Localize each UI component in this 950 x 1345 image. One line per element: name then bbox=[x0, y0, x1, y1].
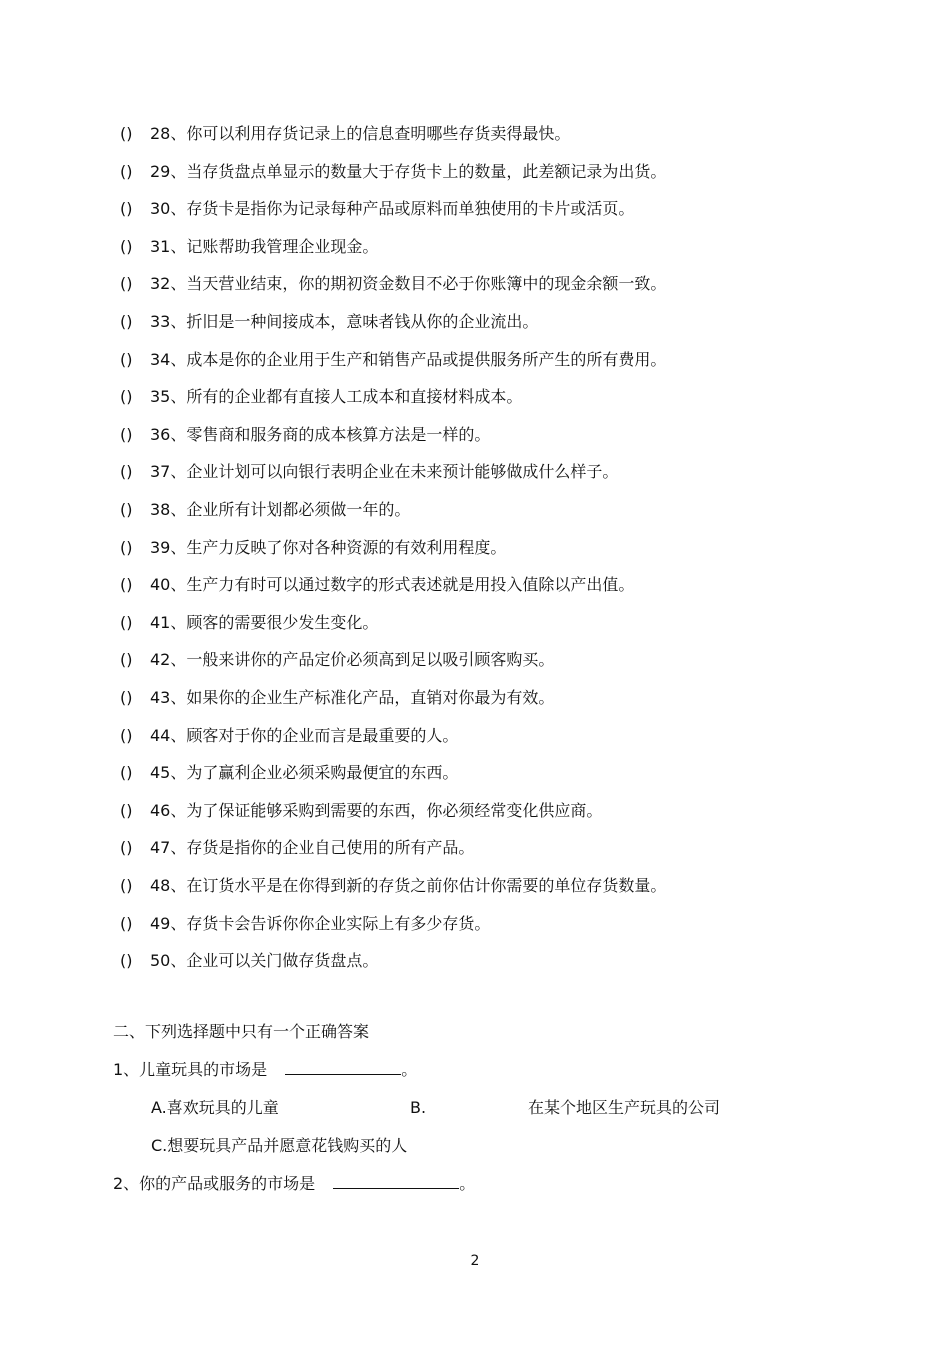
list-item bbox=[120, 650, 554, 670]
list-item bbox=[120, 838, 474, 858]
statement-text: 43、如果你的企业生产标准化产品，直销对你最为有效。 bbox=[150, 688, 555, 707]
statement-text: 42、一般来讲你的产品定价必须高到足以吸引顾客购买。 bbox=[150, 650, 555, 670]
question-2-stem: 2、你的产品或服务的市场是 bbox=[113, 1174, 316, 1193]
answer-paren: () bbox=[120, 124, 133, 143]
answer-paren: () bbox=[120, 349, 133, 369]
answer-paren: () bbox=[120, 800, 133, 820]
list-item bbox=[120, 914, 490, 934]
statement-text: 45、为了赢利企业必须采购最便宜的东西。 bbox=[150, 763, 459, 783]
statement-text: 44、顾客对于你的企业而言是最重要的人。 bbox=[150, 725, 459, 745]
answer-paren: () bbox=[120, 612, 133, 632]
answer-paren: () bbox=[120, 725, 133, 745]
list-item bbox=[120, 425, 490, 445]
answer-paren: () bbox=[120, 876, 133, 895]
list-item bbox=[120, 199, 634, 219]
statement-text: 47、存货是指你的企业自己使用的所有产品。 bbox=[150, 838, 475, 858]
question-1 bbox=[113, 1060, 417, 1080]
answer-paren: () bbox=[120, 500, 133, 519]
answer-paren: () bbox=[120, 575, 133, 595]
answer-paren: () bbox=[120, 537, 133, 557]
statement-text: 34、成本是你的企业用于生产和销售产品或提供服务所产生的所有费用。 bbox=[150, 349, 667, 369]
list-item bbox=[120, 387, 522, 407]
answer-paren: () bbox=[120, 838, 133, 858]
question-2-end: 。 bbox=[459, 1174, 476, 1193]
list-item bbox=[120, 763, 458, 783]
answer-paren: () bbox=[120, 951, 133, 971]
answer-blank-1 bbox=[285, 1060, 401, 1075]
answer-paren: () bbox=[120, 387, 133, 407]
statement-text: 33、折旧是一种间接成本，意味者钱从你的企业流出。 bbox=[150, 312, 539, 331]
list-item bbox=[120, 726, 458, 746]
list-item bbox=[120, 801, 602, 821]
list-item bbox=[120, 274, 666, 294]
answer-paren: () bbox=[120, 161, 133, 181]
list-item bbox=[120, 500, 410, 520]
answer-paren: () bbox=[120, 688, 133, 707]
list-item bbox=[120, 538, 506, 558]
answer-paren: () bbox=[120, 763, 133, 783]
answer-blank-2 bbox=[333, 1174, 459, 1189]
answer-paren: () bbox=[120, 424, 133, 444]
statement-text: 32、当天营业结束，你的期初资金数目不必于你账簿中的现金余额一致。 bbox=[150, 274, 667, 294]
statement-text: 35、所有的企业都有直接人工成本和直接材料成本。 bbox=[150, 387, 523, 407]
statement-text: 39、生产力反映了你对各种资源的有效利用程度。 bbox=[150, 537, 507, 557]
statement-text: 48、在订货水平是在你得到新的存货之前你估计你需要的单位存货数量。 bbox=[150, 876, 667, 895]
section-heading: 二、下列选择题中只有一个正确答案 bbox=[113, 1022, 370, 1041]
statement-text: 46、为了保证能够采购到需要的东西，你必须经常变化供应商。 bbox=[150, 800, 603, 820]
answer-paren: () bbox=[120, 462, 133, 482]
statement-text: 50、企业可以关门做存货盘点。 bbox=[150, 951, 379, 971]
statement-text: 36、零售商和服务商的成本核算方法是一样的。 bbox=[150, 424, 491, 444]
list-item bbox=[120, 462, 618, 482]
option-b-label: B. bbox=[410, 1098, 427, 1117]
statement-text: 40、生产力有时可以通过数字的形式表述就是用投入值除以产出值。 bbox=[150, 575, 635, 595]
statement-text: 31、记账帮助我管理企业现金。 bbox=[150, 236, 379, 256]
page-number: 2 bbox=[470, 1253, 480, 1269]
statement-text: 38、企业所有计划都必须做一年的。 bbox=[150, 500, 411, 519]
answer-paren: () bbox=[120, 236, 133, 256]
statement-text: 41、顾客的需要很少发生变化。 bbox=[150, 612, 379, 632]
list-item bbox=[120, 312, 538, 332]
list-item bbox=[120, 575, 634, 595]
statement-text: 29、当存货盘点单显示的数量大于存货卡上的数量，此差额记录为出货。 bbox=[150, 161, 667, 181]
list-item bbox=[120, 951, 378, 971]
statement-text: 30、存货卡是指你为记录每种产品或原料而单独使用的卡片或活页。 bbox=[150, 199, 635, 219]
list-item bbox=[120, 162, 666, 182]
option-a: A.喜欢玩具的儿童 bbox=[151, 1098, 279, 1117]
question-2 bbox=[113, 1174, 475, 1194]
list-item bbox=[120, 688, 554, 708]
list-item bbox=[120, 876, 666, 896]
answer-paren: () bbox=[120, 274, 133, 294]
list-item bbox=[120, 350, 666, 370]
list-item bbox=[120, 613, 378, 633]
question-1-stem: 1、儿童玩具的市场是 bbox=[113, 1060, 268, 1079]
list-item bbox=[120, 124, 570, 144]
statement-text: 49、存货卡会告诉你你企业实际上有多少存货。 bbox=[150, 913, 491, 933]
answer-paren: () bbox=[120, 199, 133, 219]
statement-text: 28、你可以利用存货记录上的信息查明哪些存货卖得最快。 bbox=[150, 124, 571, 143]
answer-paren: () bbox=[120, 312, 133, 331]
option-c: C.想要玩具产品并愿意花钱购买的人 bbox=[151, 1136, 408, 1155]
statement-text: 37、企业计划可以向银行表明企业在未来预计能够做成什么样子。 bbox=[150, 462, 619, 482]
option-b-text: 在某个地区生产玩具的公司 bbox=[528, 1098, 721, 1117]
list-item bbox=[120, 237, 378, 257]
answer-paren: () bbox=[120, 913, 133, 933]
answer-paren: () bbox=[120, 650, 133, 670]
question-1-end: 。 bbox=[401, 1060, 418, 1079]
